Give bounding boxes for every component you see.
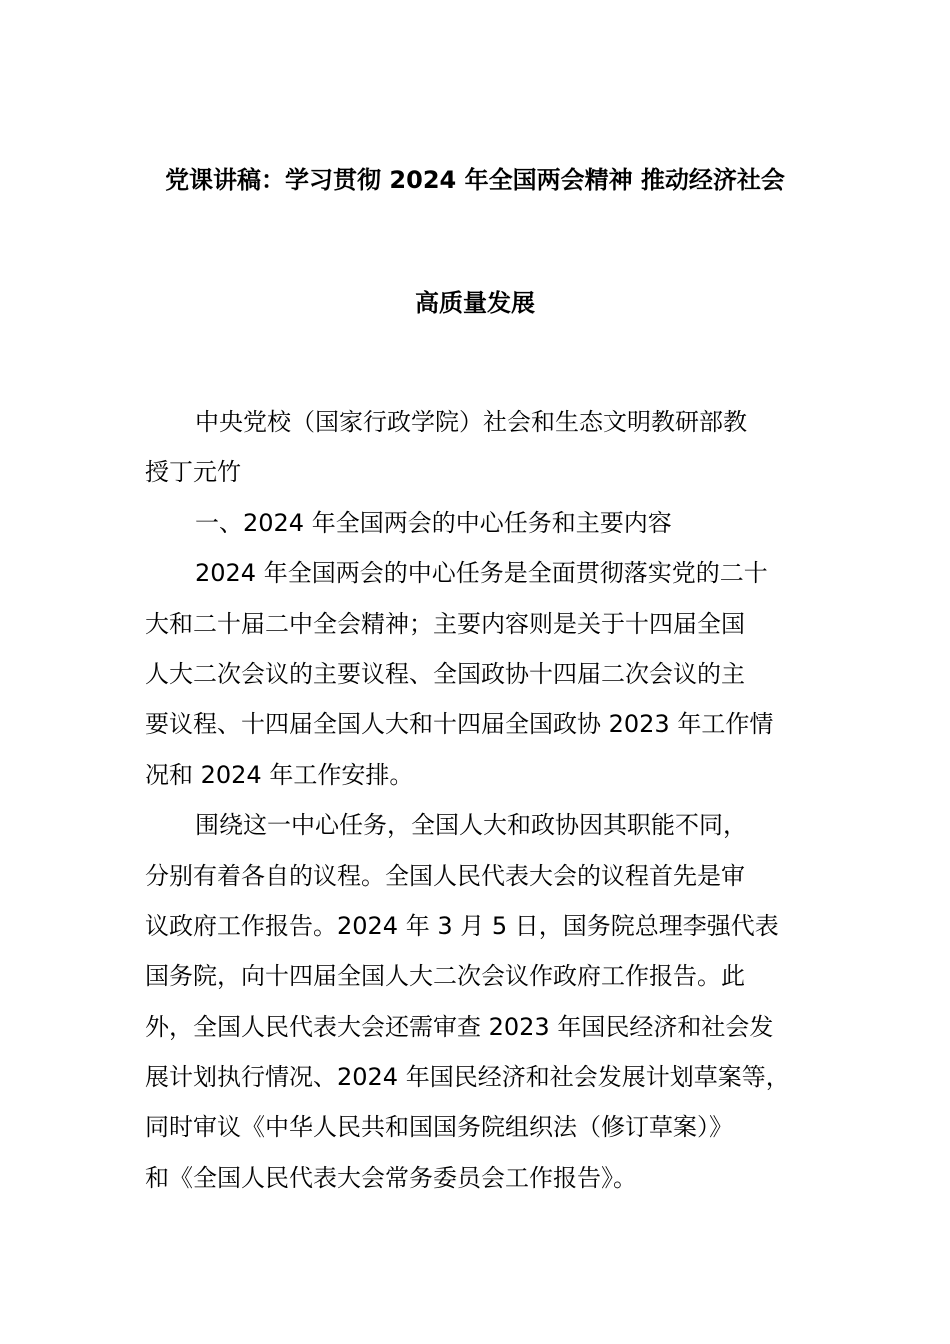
paragraph-line: 况和 2024 年工作安排。 bbox=[145, 760, 414, 789]
paragraph-line: 展计划执行情况、2024 年国民经济和社会发展计划草案等， bbox=[145, 1063, 790, 1092]
body-text bbox=[145, 397, 825, 1203]
author-line: 中央党校（国家行政学院）社会和生态文明教研部教 bbox=[195, 408, 747, 436]
paragraph-line: 围绕这一中心任务，全国人大和政协因其职能不同， bbox=[195, 811, 747, 840]
paragraph-line: 同时审议《中华人民共和国国务院组织法（修订草案）》 bbox=[145, 1113, 733, 1142]
paragraph-line: 要议程、十四届全国人大和十四届全国政协 2023 年工作情 bbox=[145, 710, 774, 739]
paragraph-line: 议政府工作报告。2024 年 3 月 5 日，国务院总理李强代表 bbox=[145, 911, 779, 940]
paragraph-line: 国务院，向十四届全国人大二次会议作政府工作报告。此 bbox=[145, 962, 745, 991]
paragraph-line: 人大二次会议的主要议程、全国政协十四届二次会议的主 bbox=[145, 659, 745, 688]
paragraph-line: 大和二十届二中全会精神；主要内容则是关于十四届全国 bbox=[145, 609, 745, 638]
paragraph-line: 分别有着各自的议程。全国人民代表大会的议程首先是审 bbox=[145, 861, 745, 890]
section-heading: 一、2024 年全国两会的中心任务和主要内容 bbox=[195, 508, 672, 537]
paragraph-line: 外，全国人民代表大会还需审查 2023 年国民经济和社会发 bbox=[145, 1012, 774, 1041]
author-line: 授丁元竹 bbox=[145, 458, 241, 487]
title-line-2: 高质量发展 bbox=[415, 289, 535, 317]
title-line-1: 党课讲稿：学习贯彻 2024 年全国两会精神 推动经济社会 bbox=[165, 166, 785, 194]
paragraph-line: 2024 年全国两会的中心任务是全面贯彻落实党的二十 bbox=[195, 559, 768, 588]
paragraph-line: 和《全国人民代表大会常务委员会工作报告》。 bbox=[145, 1163, 637, 1192]
